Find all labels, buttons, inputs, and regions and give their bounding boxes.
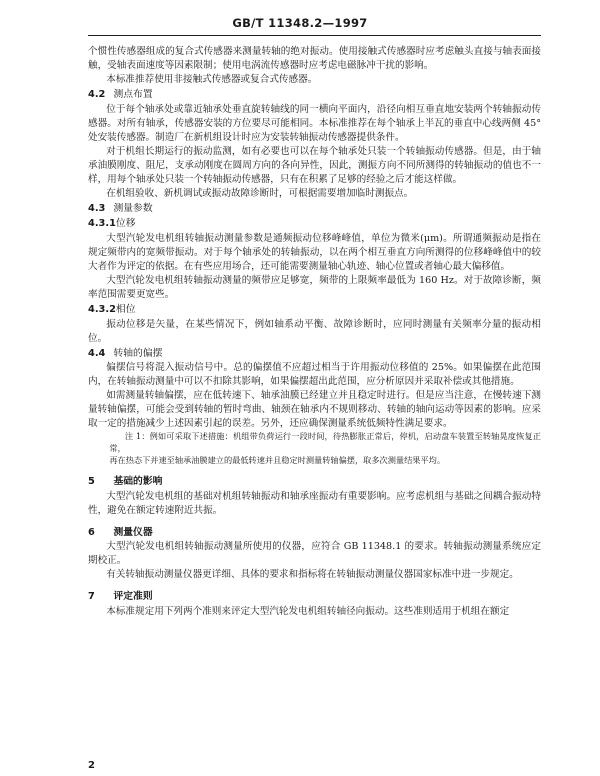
- body-paragraph: 偏摆信号将混入振动信号中。总的偏摆值不应超过相当于许用振动位移值的 25%。如果偏摆在此范围内，在转轴振动测量中可以不扣除其影响，如果偏摆超出此范围，应分析原因并采取补偿或其他措施。: [88, 362, 541, 388]
- section-number: 4.3.2: [88, 304, 116, 316]
- section-number: 5: [88, 476, 95, 488]
- section-heading: [88, 201, 541, 217]
- section-number: 4.2: [88, 89, 106, 100]
- section-heading: [88, 87, 541, 103]
- note-text: 再在热态下并速至轴承油膜建立的最低转速并且稳定时测量转轴偏摆，取多次测量结果平均。: [109, 455, 446, 466]
- body-paragraph: 本标准规定用下列两个准则来评定大型汽轮发电机组转轴径向振动。这些准则适用于机组在额定: [106, 606, 510, 618]
- section-heading: [88, 589, 541, 605]
- section-title: 基础的影响: [113, 476, 163, 488]
- section-number: 7: [88, 591, 95, 603]
- body-paragraph: 个惯性传感器组成的复合式传感器来测量转轴的绝对振动。使用接触式传感器时应考虑触头直接与轴表面接触，受轴表面速度等因素限制；使用电涡流传感器时应考虑电磁脉冲干扰的影响。: [88, 46, 541, 71]
- page-number: 2: [88, 760, 95, 771]
- body-paragraph: 在机组验收、新机调试或振动故障诊断时，可根据需要增加临时测振点。: [106, 187, 414, 199]
- section-number: 4.4: [88, 347, 106, 359]
- section-heading: [88, 474, 541, 490]
- body-paragraph: 大型汽轮发电机组转轴振动测量所使用的仪器，应符合 GB 11348.1 的要求。转轴振动测量系统应定期校正。: [88, 541, 541, 567]
- section-title: 评定准则: [113, 591, 153, 603]
- section-title: 测量参数: [113, 202, 153, 214]
- section-heading: [88, 525, 541, 541]
- body-paragraph: 位于每个轴承处或靠近轴承处垂直旋转轴线的同一横向平面内，沿径向相互垂直地安装两个转轴振动传感器。对所有轴承，传感器安装的方位要尽可能相同。本标准推荐在每个轴承上半瓦的垂直中心线两侧 45°处安装传感器。制造厂在新机组设计时应为安装转轴振动传感器提供条件。: [88, 103, 541, 143]
- section-heading: [88, 216, 541, 232]
- section-number: 6: [88, 526, 95, 538]
- body-paragraph: 对于机组长期运行的振动监测，如有必要也可以在每个轴承处只装一个转轴振动传感器。但是，由于轴承油膜刚度、阻尼，支承动刚度在圆周方向的各向异性，因此，测振方向不同所测得的转轴振动的值也不一样，用每个轴承处只装一个转轴振动传感器，只有在积累了足够的经验之后才能这样做。: [88, 145, 541, 185]
- document-body: [88, 45, 541, 619]
- header-rule: [88, 35, 541, 36]
- section-title: 转轴的偏摆: [113, 347, 163, 359]
- section-number: 4.3: [88, 202, 106, 214]
- standard-number-header: GB/T 11348.2—1997: [232, 16, 368, 30]
- body-paragraph: 大型汽轮发电机组转轴振动测量参数是通频振动位移峰峰值，单位为微米(μm)。所谓通频振动是指在规定频带内的宽频带振动。对于每个轴承处的转轴振动，以在两个相互垂直方向所测得的位移峰峰值中的较大者作为评定的依据。在有些应用场合，还可能需要测量轴心轨迹、轴心位置或者轴心最大偏移值。: [88, 233, 541, 273]
- body-paragraph: 大型汽轮发电机组转轴振动测量的频带应足够宽，频带的上限频率最低为 160 Hz。对于故障诊断，频率范围需要更宽些。: [88, 275, 541, 301]
- section-heading: [88, 302, 541, 318]
- section-heading: [88, 346, 541, 362]
- body-paragraph: 如需测量转轴偏摆，应在低转速下、轴承油膜已经建立并且稳定时进行。但是应当注意，在慢转速下测量转轴偏摆，可能会受到转轴的暂时弯曲、轴颈在轴承内不规则移动、转轴的轴向运动等因素的影响。应采取一定的措施减少上述因素引起的误差。另外，还应确保测量系统低频特性满足要求。: [88, 390, 541, 430]
- section-title: 测点布置: [113, 89, 153, 100]
- body-paragraph: 本标准推荐使用非接触式传感器或复合式传感器。: [106, 74, 318, 85]
- section-title: 相位: [115, 304, 136, 316]
- section-title: 测量仪器: [113, 526, 153, 538]
- body-paragraph: 有关转轴振动测量仪器更详细、具体的要求和指标将在转轴振动测量仪器国家标准中进一步规定。: [106, 569, 519, 581]
- note-text: 注 1：例如可采取下述措施：机组带负荷运行一段时间，待热膨胀正常后，停机，启动盘车装置至转轴晃度恢复正常，: [109, 431, 541, 454]
- section-number: 4.3.1: [88, 218, 116, 230]
- body-paragraph: 振动位移是矢量，在某些情况下，例如轴系动平衡、故障诊断时，应同时测量有关频率分量的振动相位。: [88, 318, 541, 344]
- section-title: 位移: [115, 218, 136, 230]
- body-paragraph: 大型汽轮发电机组的基础对机组转轴振动和轴承座振动有重要影响。应考虑机组与基础之间耦合振动特性，避免在额定转速附近共振。: [88, 490, 541, 516]
